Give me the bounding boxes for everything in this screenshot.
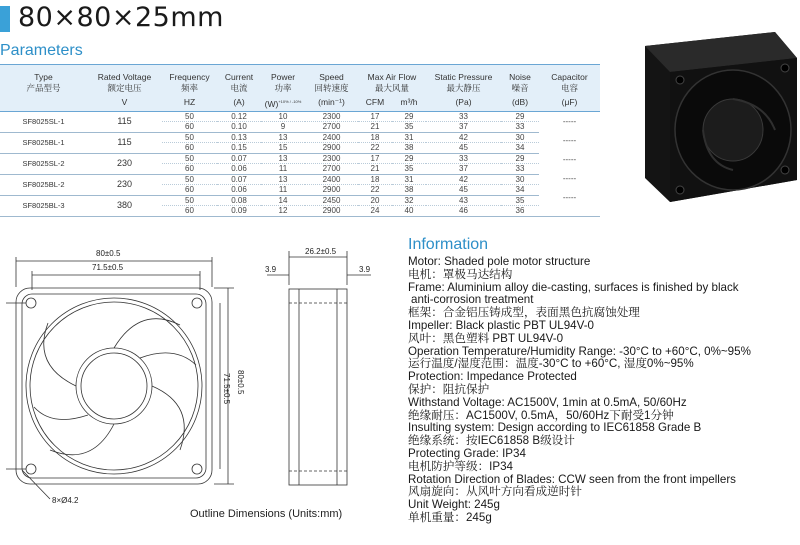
- dim-flange-left-label: 3.9: [265, 265, 277, 274]
- speed-cell: 2900: [305, 206, 358, 217]
- current-cell: 0.13: [217, 132, 261, 143]
- m3h-cell: 35: [392, 122, 426, 133]
- unit-voltage: V: [87, 95, 162, 111]
- type-cell: SF8025BL-1: [0, 132, 87, 153]
- capacitor-cell: -----: [562, 116, 577, 126]
- information-list: [408, 256, 800, 525]
- speed-cell: 2300: [305, 153, 358, 164]
- current-cell: 0.06: [217, 185, 261, 196]
- unit-frequency: HZ: [162, 95, 217, 111]
- dim-flange-right-label: 3.9: [359, 265, 371, 274]
- m3h-cell: 38: [392, 185, 426, 196]
- power-cell: 11: [261, 185, 305, 196]
- info-line: Insulting system: Design according to IEC61858 Grade B: [408, 421, 702, 435]
- speed-cell: 2700: [305, 164, 358, 175]
- information-heading: Information: [408, 236, 489, 253]
- side-outline-drawing: [255, 245, 390, 515]
- noise-cell: 29: [501, 153, 539, 164]
- frequency-cell: 50: [162, 174, 217, 185]
- current-cell: 0.06: [217, 164, 261, 175]
- header-pressure: Static Pressure 最大静压: [426, 65, 501, 96]
- frequency-cell: 60: [162, 185, 217, 196]
- unit-capacitor: (μF): [539, 95, 600, 111]
- header-airflow: Max Air Flow 最大风量: [358, 65, 426, 96]
- speed-cell: 2450: [305, 195, 358, 206]
- dim-inner-v-label: 71.5±0.5: [222, 373, 231, 405]
- cfm-cell: 24: [358, 206, 392, 217]
- power-cell: 12: [261, 206, 305, 217]
- current-cell: 0.12: [217, 111, 261, 122]
- capacitor-cell: -----: [562, 135, 577, 145]
- fan-photo: [625, 30, 800, 205]
- cfm-cell: 21: [358, 122, 392, 133]
- capacitor-cell: -----: [562, 154, 577, 164]
- power-cell: 10: [261, 111, 305, 122]
- header-frequency: Frequency 频率: [162, 65, 217, 96]
- hole-label: 8×Ø4.2: [52, 496, 79, 505]
- dim-height-label: 80±0.5: [236, 370, 245, 395]
- table-row: [0, 132, 600, 143]
- info-line: Operation Temperature/Humidity Range: -30°C to +60°C, 0%~95%: [408, 344, 751, 358]
- m3h-cell: 40: [392, 206, 426, 217]
- title-accent-bar: [0, 6, 10, 32]
- header-speed: Speed 回转速度: [305, 65, 358, 96]
- speed-cell: 2900: [305, 185, 358, 196]
- noise-cell: 30: [501, 132, 539, 143]
- current-cell: 0.08: [217, 195, 261, 206]
- info-line: 电机：罩极马达结构: [408, 267, 513, 281]
- pressure-cell: 33: [426, 111, 501, 122]
- pressure-cell: 42: [426, 174, 501, 185]
- outline-caption: Outline Dimensions (Units:mm): [190, 508, 343, 520]
- frequency-cell: 60: [162, 164, 217, 175]
- table-row: [0, 153, 600, 164]
- spec-table: [0, 64, 600, 217]
- m3h-cell: 35: [392, 164, 426, 175]
- voltage-cell: 230: [87, 174, 162, 195]
- type-cell: SF8025SL-2: [0, 153, 87, 174]
- speed-cell: 2400: [305, 132, 358, 143]
- frequency-cell: 60: [162, 122, 217, 133]
- pressure-cell: 37: [426, 164, 501, 175]
- noise-cell: 34: [501, 143, 539, 154]
- current-cell: 0.15: [217, 143, 261, 154]
- capacitor-cell: -----: [562, 173, 577, 183]
- header-type: Type 产品型号: [0, 65, 87, 112]
- pressure-cell: 33: [426, 153, 501, 164]
- m3h-cell: 31: [392, 174, 426, 185]
- info-line: Protecting Grade: IP34: [408, 446, 526, 460]
- unit-pressure: (Pa): [426, 95, 501, 111]
- dim-inner-label: 71.5±0.5: [92, 263, 124, 272]
- cfm-cell: 17: [358, 111, 392, 122]
- voltage-cell: 115: [87, 111, 162, 132]
- m3h-cell: 31: [392, 132, 426, 143]
- cfm-cell: 22: [358, 143, 392, 154]
- unit-noise: (dB): [501, 95, 539, 111]
- speed-cell: 2400: [305, 174, 358, 185]
- frequency-cell: 60: [162, 143, 217, 154]
- info-line: 框架：合金铝压铸成型，表面黑色抗腐蚀处理: [408, 306, 640, 320]
- noise-cell: 29: [501, 111, 539, 122]
- noise-cell: 33: [501, 164, 539, 175]
- frequency-cell: 60: [162, 206, 217, 217]
- info-line: Impeller: Black plastic PBT UL94V-0: [408, 318, 595, 332]
- power-cell: 13: [261, 153, 305, 164]
- current-cell: 0.09: [217, 206, 261, 217]
- pressure-cell: 45: [426, 185, 501, 196]
- info-line: anti-corrosion treatment: [411, 293, 534, 307]
- type-cell: SF8025BL-3: [0, 195, 87, 216]
- unit-power: $(W)^{+10\% / -10\%}$: [261, 95, 305, 111]
- header-noise: Noise 噪音: [501, 65, 539, 96]
- type-cell: SF8025SL-1: [0, 111, 87, 132]
- info-line: 电机防护等级：IP34: [408, 459, 514, 473]
- capacitor-column: [539, 111, 600, 216]
- pressure-cell: 46: [426, 206, 501, 217]
- info-line: 单机重量：245g: [408, 510, 492, 524]
- speed-cell: 2700: [305, 122, 358, 133]
- info-line: 绝缘耐压：AC1500V, 0.5mA，50/60Hz下耐受1分钟: [408, 408, 674, 422]
- unit-cfm: CFM: [358, 95, 392, 111]
- power-cell: 14: [261, 195, 305, 206]
- info-line: Frame: Aluminium alloy die-casting, surfaces is finished by black: [408, 280, 739, 294]
- m3h-cell: 29: [392, 153, 426, 164]
- noise-cell: 35: [501, 195, 539, 206]
- info-line: Unit Weight: 245g: [408, 498, 500, 512]
- power-cell: 13: [261, 132, 305, 143]
- info-line: 绝缘系统：按IEC61858 B级设计: [408, 434, 575, 448]
- parameters-heading: Parameters: [0, 42, 83, 59]
- info-line: 保护：阻抗保护: [408, 382, 490, 396]
- table-row: [0, 111, 600, 122]
- page-title: 80×80×25mm: [18, 2, 224, 33]
- pressure-cell: 45: [426, 143, 501, 154]
- voltage-cell: 230: [87, 153, 162, 174]
- unit-m3h: m³/h: [392, 95, 426, 111]
- cfm-cell: 22: [358, 185, 392, 196]
- m3h-cell: 32: [392, 195, 426, 206]
- pressure-cell: 43: [426, 195, 501, 206]
- power-cell: 9: [261, 122, 305, 133]
- frequency-cell: 50: [162, 195, 217, 206]
- power-tolerance: +10% / -10%: [278, 99, 302, 104]
- noise-cell: 36: [501, 206, 539, 217]
- frequency-cell: 50: [162, 153, 217, 164]
- current-cell: 0.10: [217, 122, 261, 133]
- dim-width-label: 80±0.5: [96, 249, 121, 258]
- header-voltage: Rated Voltage 额定电压: [87, 65, 162, 96]
- power-cell: 11: [261, 164, 305, 175]
- current-cell: 0.07: [217, 153, 261, 164]
- table-row: [0, 174, 600, 185]
- header-current: Current 电流: [217, 65, 261, 96]
- pressure-cell: 37: [426, 122, 501, 133]
- pressure-cell: 42: [426, 132, 501, 143]
- cfm-cell: 20: [358, 195, 392, 206]
- noise-cell: 34: [501, 185, 539, 196]
- info-line: 风叶：黑色塑料 PBT UL94V-0: [408, 331, 564, 345]
- m3h-cell: 29: [392, 111, 426, 122]
- voltage-cell: 115: [87, 132, 162, 153]
- noise-cell: 33: [501, 122, 539, 133]
- header-power: Power 功率: [261, 65, 305, 96]
- cfm-cell: 18: [358, 132, 392, 143]
- speed-cell: 2900: [305, 143, 358, 154]
- info-line: Withstand Voltage: AC1500V, 1min at 0.5mA, 50/60Hz: [408, 395, 687, 409]
- info-line: 风扇旋向：从风叶方向看成逆时针: [408, 485, 582, 499]
- front-outline-drawing: [0, 245, 250, 545]
- cfm-cell: 18: [358, 174, 392, 185]
- frequency-cell: 50: [162, 132, 217, 143]
- info-line: 运行温度/湿度范围：温度-30°C to +60°C, 湿度0%~95%: [408, 357, 694, 371]
- dim-depth-label: 26.2±0.5: [305, 247, 337, 256]
- table-row: [0, 195, 600, 206]
- type-cell: SF8025BL-2: [0, 174, 87, 195]
- voltage-cell: 380: [87, 195, 162, 216]
- unit-current: (A): [217, 95, 261, 111]
- info-line: Rotation Direction of Blades: CCW seen from the front impellers: [408, 472, 736, 486]
- noise-cell: 30: [501, 174, 539, 185]
- unit-speed: (min⁻¹): [305, 95, 358, 111]
- capacitor-cell: -----: [562, 192, 577, 202]
- m3h-cell: 38: [392, 143, 426, 154]
- current-cell: 0.07: [217, 174, 261, 185]
- cfm-cell: 21: [358, 164, 392, 175]
- power-cell: 13: [261, 174, 305, 185]
- power-cell: 15: [261, 143, 305, 154]
- cfm-cell: 17: [358, 153, 392, 164]
- header-capacitor: Capacitor 电容: [539, 65, 600, 96]
- speed-cell: 2300: [305, 111, 358, 122]
- info-line: Protection: Impedance Protected: [408, 370, 577, 384]
- info-line: Motor: Shaded pole motor structure: [408, 255, 591, 268]
- frequency-cell: 50: [162, 111, 217, 122]
